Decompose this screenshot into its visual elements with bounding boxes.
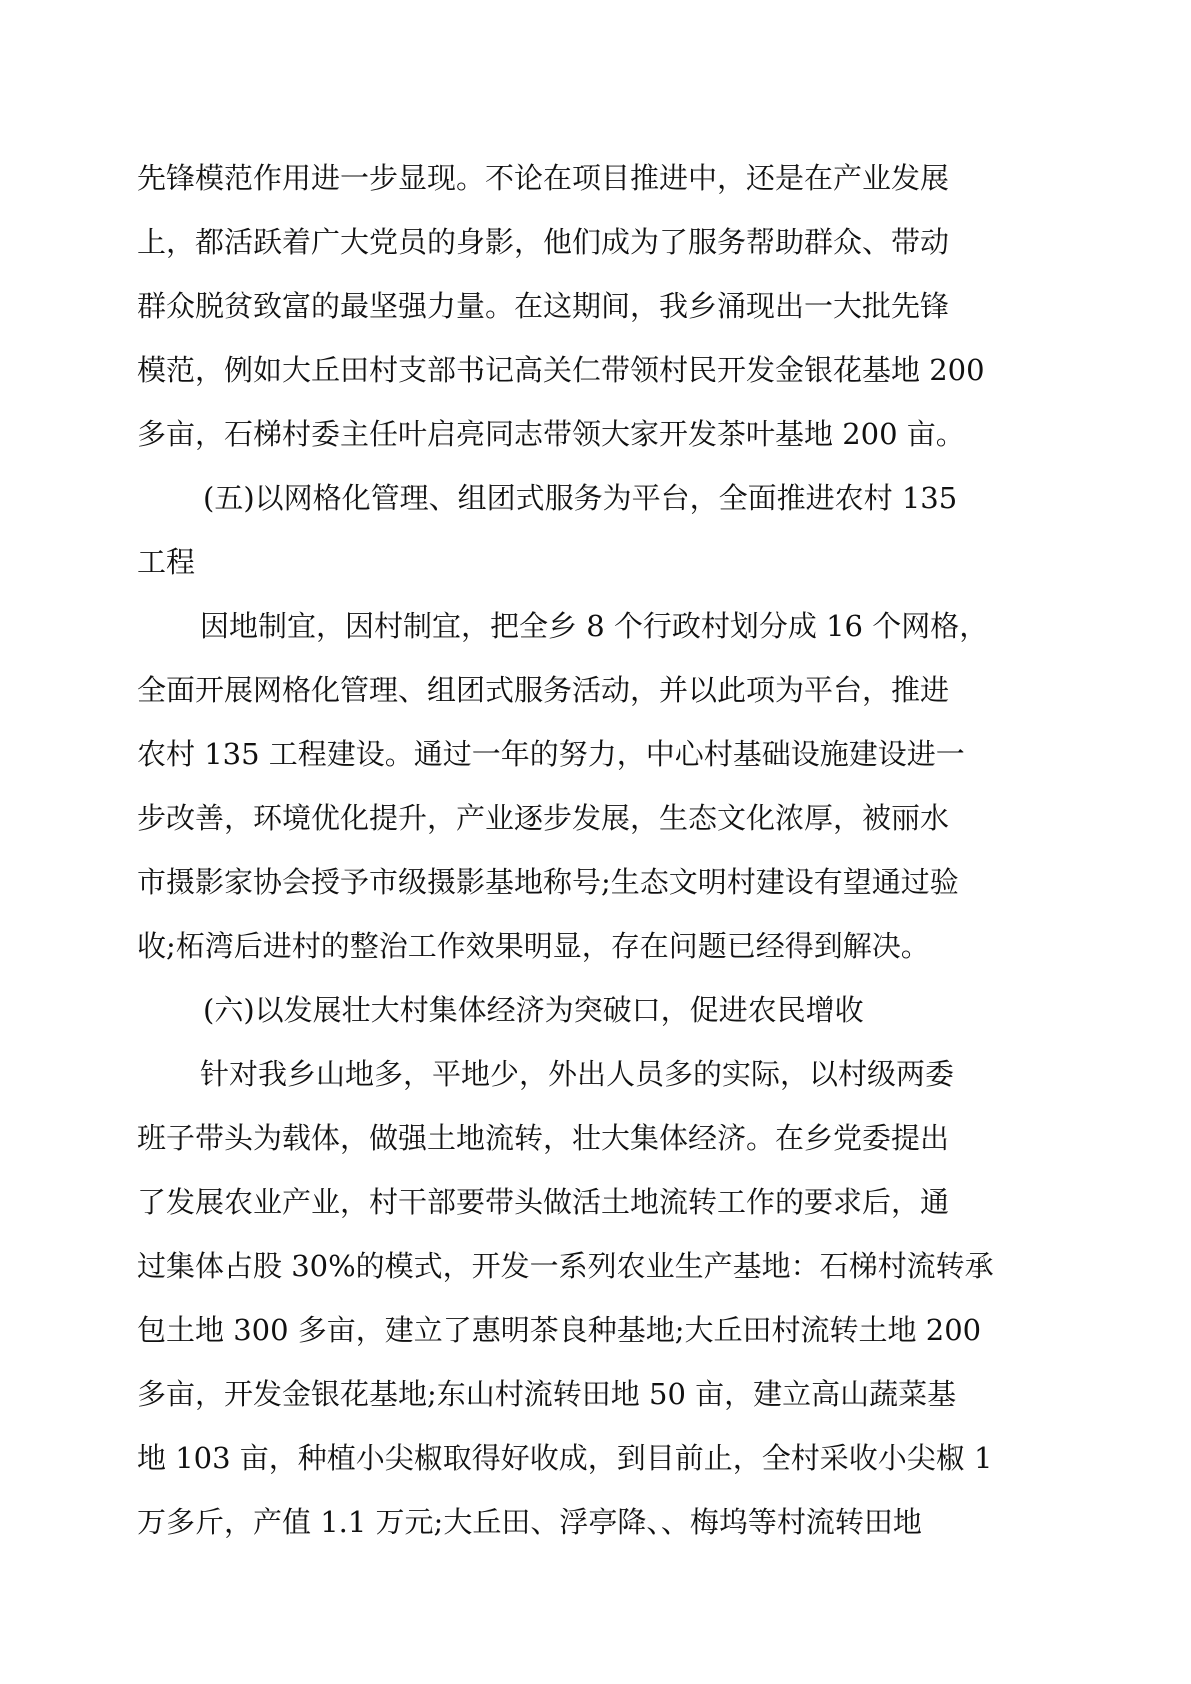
section-heading-5: (五)以网格化管理、组团式服务为平台，全面推进农村 135 [203, 481, 958, 515]
document-body [137, 146, 1057, 1554]
paragraph-line: 农村 135 工程建设。通过一年的努力，中心村基础设施建设进一 [137, 737, 965, 771]
paragraph-line: 班子带头为载体，做强土地流转，壮大集体经济。在乡党委提出 [137, 1121, 950, 1155]
paragraph-line: 步改善，环境优化提升，产业逐步发展，生态文化浓厚，被丽水 [137, 801, 950, 835]
paragraph-line: 因地制宜，因村制宜，把全乡 8 个行政村划分成 16 个网格， [200, 609, 989, 643]
paragraph-line: 多亩，开发金银花基地;东山村流转田地 50 亩，建立高山蔬菜基 [137, 1377, 957, 1411]
paragraph-line: 收;柘湾后进村的整治工作效果明显，存在问题已经得到解决。 [137, 929, 930, 963]
paragraph-line: 模范，例如大丘田村支部书记高关仁带领村民开发金银花基地 200 [137, 353, 985, 387]
paragraph-line: 了发展农业产业，村干部要带头做活土地流转工作的要求后，通 [137, 1185, 950, 1219]
paragraph-line: 万多斤，产值 1.1 万元;大丘田、浮亭降、、梅坞等村流转田地 [137, 1505, 922, 1539]
paragraph-line: 针对我乡山地多，平地少，外出人员多的实际，以村级两委 [200, 1057, 955, 1091]
paragraph-line: 地 103 亩，种植小尖椒取得好收成，到目前止，全村采收小尖椒 1 [137, 1441, 993, 1475]
section-heading-6: (六)以发展壮大村集体经济为突破口，促进农民增收 [203, 993, 864, 1027]
paragraph-line: 过集体占股 30%的模式，开发一系列农业生产基地：石梯村流转承 [137, 1249, 994, 1283]
paragraph-line: 包土地 300 多亩，建立了惠明茶良种基地;大丘田村流转土地 200 [137, 1313, 982, 1347]
paragraph-line: 群众脱贫致富的最坚强力量。在这期间，我乡涌现出一大批先锋 [137, 289, 950, 323]
paragraph-line: 市摄影家协会授予市级摄影基地称号;生态文明村建设有望通过验 [137, 865, 959, 899]
paragraph-line: 多亩，石梯村委主任叶启亮同志带领大家开发茶叶基地 200 亩。 [137, 417, 965, 451]
paragraph-line: 上，都活跃着广大党员的身影，他们成为了服务帮助群众、带动 [137, 225, 950, 259]
paragraph-line: 先锋模范作用进一步显现。不论在项目推进中，还是在产业发展 [137, 161, 950, 195]
section-heading-5-continued: 工程 [137, 545, 196, 579]
paragraph-line: 全面开展网格化管理、组团式服务活动，并以此项为平台，推进 [137, 673, 950, 707]
